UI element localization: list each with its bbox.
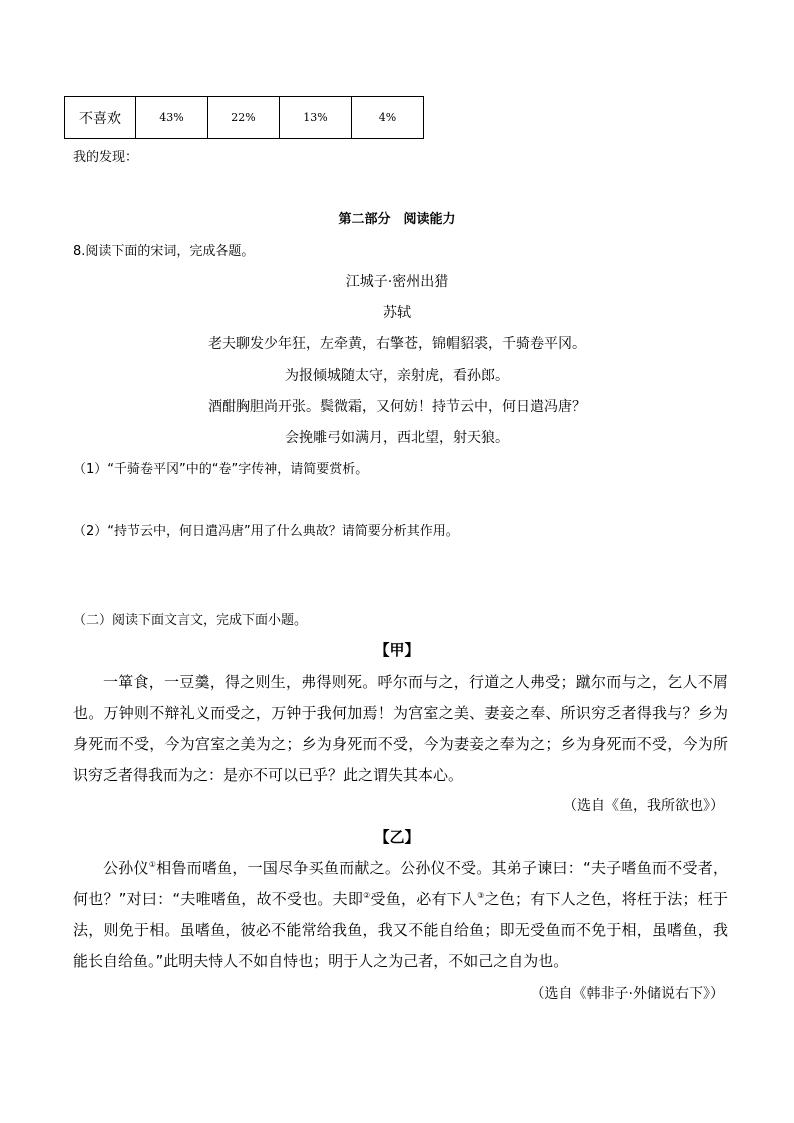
finding-label: 我的发现： — [73, 150, 139, 165]
table-row — [65, 97, 424, 139]
poem-line: 酒酣胸胆尚开张。鬓微霜，又何妨！持节云中，何日遣冯唐？ — [208, 399, 586, 415]
poem-line: 老夫聊发少年狂，左牵黄，右擎苍，锦帽貂裘，千骑卷平冈。 — [208, 336, 586, 352]
yi-heading: 【乙】 — [374, 828, 420, 846]
sub-question-1: （1）“千骑卷平冈”中的“卷”字传神，请简要赏析。 — [73, 462, 369, 477]
yi-text-segment: 受鱼，必有下人 — [370, 890, 478, 908]
value-cell: 4% — [352, 97, 424, 139]
value-cell: 22% — [208, 97, 280, 139]
footnote-marker: ③ — [477, 891, 485, 900]
section-title: 第二部分 阅读能力 — [338, 212, 456, 227]
yi-source: （选自《韩非子·外储说右下》） — [530, 986, 724, 1002]
survey-table — [64, 96, 424, 139]
poem-line: 为报倾城随太守，亲射虎，看孙郎。 — [285, 368, 509, 384]
value-cell: 43% — [136, 97, 208, 139]
jia-heading: 【甲】 — [374, 641, 420, 659]
footnote-marker: ① — [148, 860, 157, 869]
jia-source: （选自《鱼，我所欲也》） — [563, 798, 724, 814]
sub-question-2: （2）“持节云中，何日遣冯唐”用了什么典故？请简要分析其作用。 — [73, 524, 459, 539]
yi-text-segment: 之色；有下人之色，将枉于法；枉于法，则免于相。虽嗜鱼，彼必不能常给我鱼，我又不能自给鱼；即无受鱼而不免于相，虽嗜鱼，我能长自给鱼。”此明夫恃人不如自恃也；明于人之为己者，不如己之自为也。 — [73, 890, 728, 970]
row-label-cell: 不喜欢 — [65, 97, 136, 139]
yi-text — [73, 853, 728, 977]
value-cell: 13% — [280, 97, 352, 139]
poem-title: 江城子·密州出猎 — [345, 274, 449, 290]
footnote-marker: ② — [363, 891, 371, 900]
question-8-prompt: 8.阅读下面的宋词，完成各题。 — [73, 244, 255, 259]
poem-line: 会挽雕弓如满月，西北望，射天狼。 — [285, 430, 509, 446]
jia-text: 一箪食，一豆羹，得之则生，弗得则死。呼尔而与之，行道之人弗受；蹴尔而与之，乞人不屑也。万钟则不辩礼义而受之，万钟于我何加焉！为宫室之美、妻妾之奉、所识穷乏者得我与？乡为身死而不受，今为宫室之美为之；乡为身死而不受，今为妻妾之奉为之；乡为身死而不受，今为所识穷乏者得我而为之：是亦不可以已乎？此之谓失其本心。 — [73, 673, 728, 784]
yi-text-segment: 相鲁而嗜鱼，一国尽争买鱼而献之。公孙仪不受。其弟子谏曰：“夫子嗜鱼而不受者，何也？”对曰：“夫唯嗜鱼，故不受也。夫即 — [73, 859, 728, 908]
yi-text-segment: 公孙仪 — [103, 859, 149, 877]
poem-author: 苏轼 — [383, 305, 411, 321]
part2-prompt: （二）阅读下面文言文，完成下面小题。 — [73, 613, 308, 628]
